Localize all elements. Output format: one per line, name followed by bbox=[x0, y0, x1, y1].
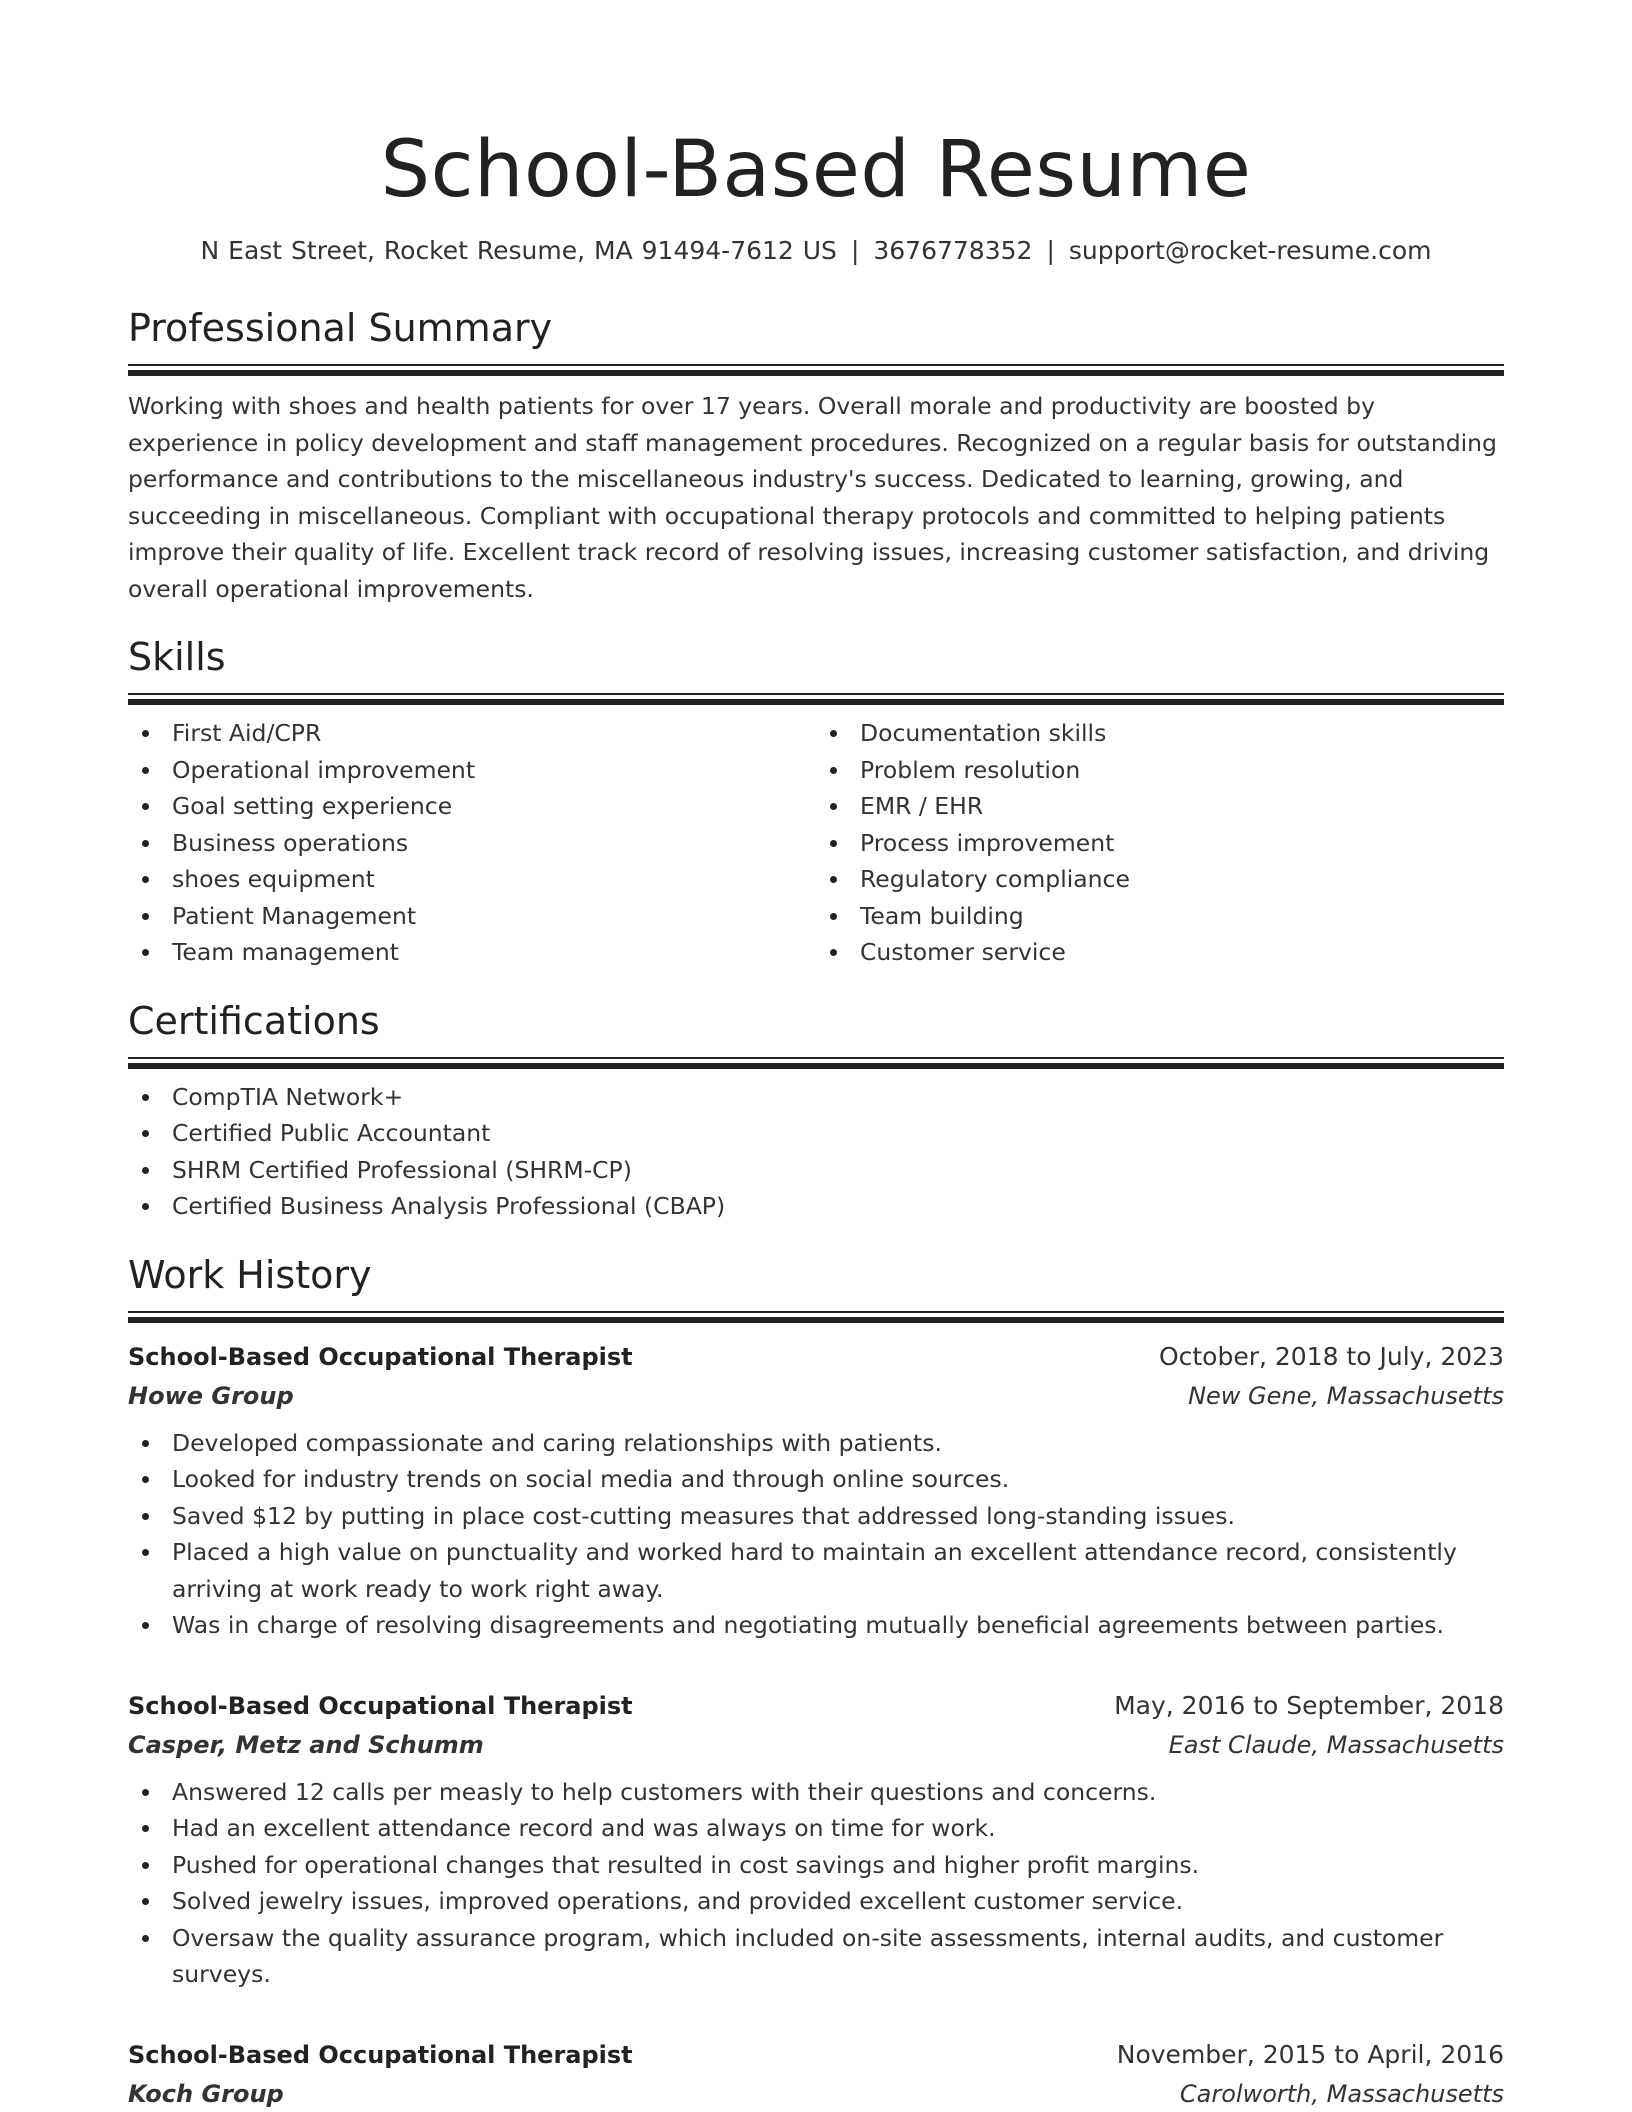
job-title: School-Based Occupational Therapist bbox=[128, 1691, 633, 1720]
skill-item: shoes equipment bbox=[128, 861, 816, 898]
job-bullet: Was in charge of resolving disagreements and negotiating mutually beneficial agreements between parties. bbox=[128, 1607, 1504, 1644]
section-divider bbox=[128, 1057, 1504, 1067]
job-bullet: Placed a high value on punctuality and worked hard to maintain an excellent attendance record, consistently arriving at work ready to work right away. bbox=[128, 1534, 1504, 1607]
job-entry bbox=[128, 1337, 1504, 1644]
job-bullet: Had an excellent attendance record and was always on time for work. bbox=[128, 1810, 1504, 1847]
skill-item: Problem resolution bbox=[816, 752, 1504, 789]
job-header bbox=[128, 1686, 1504, 1726]
job-bullets bbox=[128, 1774, 1504, 1993]
job-bullet: Looked for industry trends on social media and through online sources. bbox=[128, 1461, 1504, 1498]
job-header bbox=[128, 2035, 1504, 2075]
job-entry bbox=[128, 1686, 1504, 1993]
resume-name: School-Based Resume bbox=[380, 125, 1252, 215]
section-divider bbox=[128, 1311, 1504, 1321]
skill-item: Team management bbox=[128, 934, 816, 971]
certification-item: CompTIA Network+ bbox=[128, 1079, 1504, 1116]
contact-phone: 3676778352 bbox=[873, 236, 1033, 265]
job-bullet: Answered 12 calls per measly to help customers with their questions and concerns. bbox=[128, 1774, 1504, 1811]
job-bullet: Solved jewelry issues, improved operations, and provided excellent customer service. bbox=[128, 1883, 1504, 1920]
section-title-certifications: Certifications bbox=[128, 998, 380, 1043]
certifications-list bbox=[128, 1079, 1504, 1225]
skills-list-right bbox=[816, 715, 1504, 971]
job-dates: November, 2015 to April, 2016 bbox=[1116, 2039, 1504, 2069]
job-entry bbox=[128, 2035, 1504, 2112]
skill-item: Operational improvement bbox=[128, 752, 816, 789]
skill-item: Team building bbox=[816, 898, 1504, 935]
contact-separator: | bbox=[1046, 236, 1055, 265]
contact-address: N East Street, Rocket Resume, MA 91494-7612 US bbox=[200, 236, 837, 265]
job-company: Casper, Metz and Schumm bbox=[128, 1730, 484, 1759]
work-history-section bbox=[128, 1251, 1504, 2112]
job-subheader bbox=[128, 1377, 1504, 1415]
section-title-work-history: Work History bbox=[128, 1252, 372, 1297]
skill-item: Regulatory compliance bbox=[816, 861, 1504, 898]
section-divider bbox=[128, 364, 1504, 374]
certification-item: SHRM Certified Professional (SHRM-CP) bbox=[128, 1152, 1504, 1189]
skills-list-left bbox=[128, 715, 816, 971]
section-title-skills: Skills bbox=[128, 635, 226, 679]
contact-line bbox=[128, 234, 1504, 268]
job-bullet: Developed compassionate and caring relationships with patients. bbox=[128, 1425, 1504, 1462]
job-header bbox=[128, 1337, 1504, 1377]
job-bullet: Oversaw the quality assurance program, which included on-site assessments, internal audits, and customer surveys. bbox=[128, 1920, 1504, 1993]
job-subheader bbox=[128, 2075, 1504, 2112]
job-location: New Gene, Massachusetts bbox=[1188, 1381, 1504, 1410]
job-bullet: Saved $12 by putting in place cost-cutting measures that addressed long-standing issues. bbox=[128, 1498, 1504, 1535]
contact-separator: | bbox=[850, 236, 860, 265]
skill-item: Business operations bbox=[128, 825, 816, 862]
skill-item: Customer service bbox=[816, 934, 1504, 971]
certification-item: Certified Public Accountant bbox=[128, 1115, 1504, 1152]
job-company: Howe Group bbox=[128, 1381, 294, 1410]
skill-item: EMR / EHR bbox=[816, 788, 1504, 825]
job-title: School-Based Occupational Therapist bbox=[128, 1342, 633, 1371]
skill-item: First Aid/CPR bbox=[128, 715, 816, 752]
certifications-section bbox=[128, 997, 1504, 1225]
skill-item: Patient Management bbox=[128, 898, 816, 935]
section-divider bbox=[128, 693, 1504, 703]
certification-item: Certified Business Analysis Professional (CBAP) bbox=[128, 1188, 1504, 1225]
job-subheader bbox=[128, 1726, 1504, 1764]
job-location: East Claude, Massachusetts bbox=[1168, 1730, 1504, 1759]
job-location: Carolworth, Massachusetts bbox=[1179, 2079, 1504, 2108]
job-bullets bbox=[128, 1425, 1504, 1644]
skills-grid bbox=[128, 715, 1504, 971]
skills-section bbox=[128, 633, 1504, 971]
job-company: Koch Group bbox=[128, 2079, 284, 2108]
job-bullet: Pushed for operational changes that resulted in cost savings and higher profit margins. bbox=[128, 1847, 1504, 1884]
skill-item: Process improvement bbox=[816, 825, 1504, 862]
job-dates: October, 2018 to July, 2023 bbox=[1158, 1341, 1504, 1371]
contact-email: support@rocket-resume.com bbox=[1068, 236, 1432, 265]
skill-item: Documentation skills bbox=[816, 715, 1504, 752]
summary-section bbox=[128, 304, 1504, 607]
job-title: School-Based Occupational Therapist bbox=[128, 2040, 633, 2069]
summary-text: Working with shoes and health patients for over 17 years. Overall morale and productivity are boosted by experience in policy development and staff management procedures. Recognized on a regular basis for outstanding performance and contributions to the miscellaneous industry's success. Dedicated to learning, growing, and succeeding in miscellaneous. Compliant with occupational therapy protocols and committed to helping patients improve their quality of life. Excellent track record of resolving issues, increasing customer satisfaction, and driving overall operational improvements. bbox=[128, 392, 1497, 603]
job-dates: May, 2016 to September, 2018 bbox=[1114, 1690, 1504, 1720]
section-title-summary: Professional Summary bbox=[128, 306, 553, 350]
skill-item: Goal setting experience bbox=[128, 788, 816, 825]
